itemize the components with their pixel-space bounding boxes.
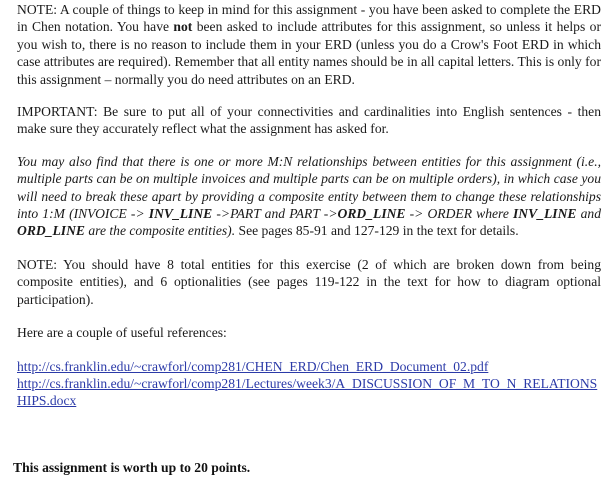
entity-ord-line: ORD_LINE	[337, 206, 406, 222]
emphasis-not: not	[173, 19, 193, 35]
mn-text-4: and	[576, 206, 601, 222]
entity-count-paragraph: NOTE: You should have 8 total entities for this exercise (2 of which are broken down from being composite entities), and 6 optionalities (see pages 119-122 in the text for how to diagram optional participation).	[17, 256, 601, 307]
note-paragraph-chen	[17, 1, 601, 88]
link-chen-erd-document[interactable]: http://cs.franklin.edu/~crawforl/comp281/CHEN_ERD/Chen_ERD_Document_02.pdf	[17, 358, 489, 374]
mn-text-2: ->PART and PART ->	[212, 206, 338, 222]
entity-inv-line: INV_LINE	[148, 206, 213, 222]
mn-text-5: are the composite entities).	[84, 223, 236, 239]
points-statement: This assignment is worth up to 20 points.	[13, 460, 251, 475]
entity-ord-line-2: ORD_LINE	[17, 223, 85, 239]
references-intro: Here are a couple of useful references:	[17, 325, 227, 341]
mn-text-3: -> ORDER where	[405, 206, 514, 222]
pages-reference: See pages 85-91 and 127-129 in the text for details.	[235, 223, 519, 239]
note-text-1: NOTE: A couple of things to keep in mind for this assignment - you have been asked to complete the ERD in Chen notation. You have	[17, 2, 601, 35]
important-paragraph: IMPORTANT: Be sure to put all of your connectivities and cardinalities into English sentences - then make sure they accurately reflect what the assignment has asked for.	[17, 104, 601, 137]
link-m-to-n-discussion[interactable]: http://cs.franklin.edu/~crawforl/comp281/Lectures/week3/A_DISCUSSION_OF_M_TO_N_RELATIONSHIPS.docx	[17, 375, 598, 409]
note-text-2: been asked to include attributes for this assignment, so unless it helps or you wish to, there is no reason to include them in your ERD (unless you do a Crow's Foot ERD in which case attributes are required). Remember that all entity names should be in all capital letters. This is only for this assignment – normally you do need attributes on an ERD.	[17, 19, 601, 87]
mn-text-1: You may also find that there is one or more M:N relationships between entities for this assignment (i.e., multiple parts can be on multiple invoices and multiple parts can be on multiple orders), in which case you will need to break these apart by providing a composite entity between them to change these relationships into 1:M (INVOICE ->	[17, 153, 601, 222]
reference-links	[17, 358, 601, 410]
entity-inv-line-2: INV_LINE	[513, 206, 577, 222]
document-body	[17, 0, 601, 410]
mn-relationship-paragraph	[17, 153, 601, 240]
